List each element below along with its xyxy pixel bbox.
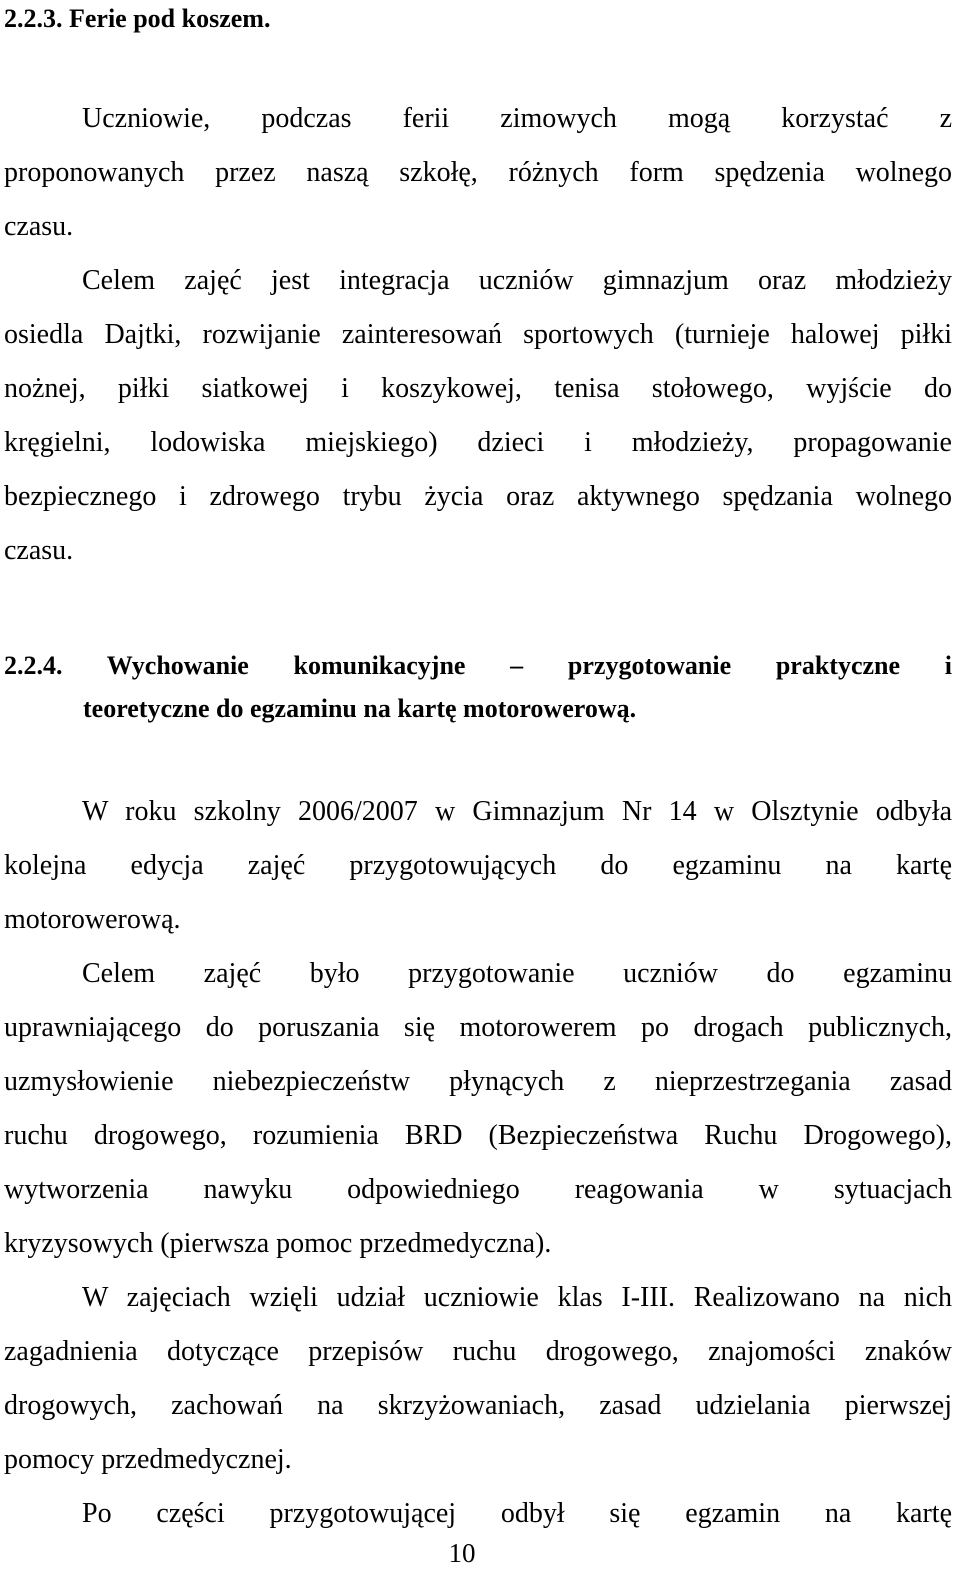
paragraph-line: Po części przygotowującej odbył się egzamin na kartę <box>82 1498 952 1529</box>
paragraph-line: Uczniowie, podczas ferii zimowych mogą korzystać z <box>82 103 952 134</box>
section-heading-2-2-4-continued: teoretyczne do egzaminu na kartę motorowerową. <box>83 694 637 723</box>
page-number: 10 <box>448 1538 476 1568</box>
paragraph-line: czasu. <box>4 211 74 242</box>
paragraph-line: uzmysłowienie niebezpieczeństw płynących z nieprzestrzegania zasad <box>4 1066 952 1097</box>
paragraph-line: uprawniającego do poruszania się motorowerem po drogach publicznych, <box>4 1012 952 1043</box>
paragraph-line: Celem zajęć było przygotowanie uczniów do egzaminu <box>82 958 952 989</box>
paragraph-line: kryzysowych (pierwsza pomoc przedmedyczna). <box>4 1228 552 1259</box>
section-heading-2-2-4: 2.2.4. Wychowanie komunikacyjne – przygotowanie praktyczne i <box>4 651 952 680</box>
paragraph-line: Celem zajęć jest integracja uczniów gimnazjum oraz młodzieży <box>82 265 952 296</box>
section-heading-2-2-3: 2.2.3. Ferie pod koszem. <box>4 4 271 33</box>
paragraph-line: drogowych, zachowań na skrzyżowaniach, zasad udzielania pierwszej <box>4 1390 952 1421</box>
paragraph-line: nożnej, piłki siatkowej i koszykowej, tenisa stołowego, wyjście do <box>4 373 952 404</box>
paragraph-line: kręgielni, lodowiska miejskiego) dzieci i młodzieży, propagowanie <box>4 427 952 458</box>
paragraph-line: kolejna edycja zajęć przygotowujących do egzaminu na kartę <box>4 850 952 881</box>
paragraph-line: osiedla Dajtki, rozwijanie zainteresowań sportowych (turnieje halowej piłki <box>4 319 952 350</box>
paragraph-line: ruchu drogowego, rozumienia BRD (Bezpieczeństwa Ruchu Drogowego), <box>4 1120 952 1151</box>
paragraph-line: zagadnienia dotyczące przepisów ruchu drogowego, znajomości znaków <box>4 1336 952 1367</box>
paragraph-line: proponowanych przez naszą szkołę, różnych form spędzenia wolnego <box>4 157 952 188</box>
paragraph-line: motorowerową. <box>4 904 181 935</box>
paragraph-line: W zajęciach wzięli udział uczniowie klas I-III. Realizowano na nich <box>82 1282 952 1313</box>
paragraph-line: W roku szkolny 2006/2007 w Gimnazjum Nr 14 w Olsztynie odbyła <box>82 796 952 827</box>
paragraph-line: czasu. <box>4 535 74 566</box>
paragraph-line: pomocy przedmedycznej. <box>4 1444 292 1475</box>
paragraph-line: bezpiecznego i zdrowego trybu życia oraz aktywnego spędzania wolnego <box>4 481 952 512</box>
paragraph-line: wytworzenia nawyku odpowiedniego reagowania w sytuacjach <box>4 1174 952 1205</box>
